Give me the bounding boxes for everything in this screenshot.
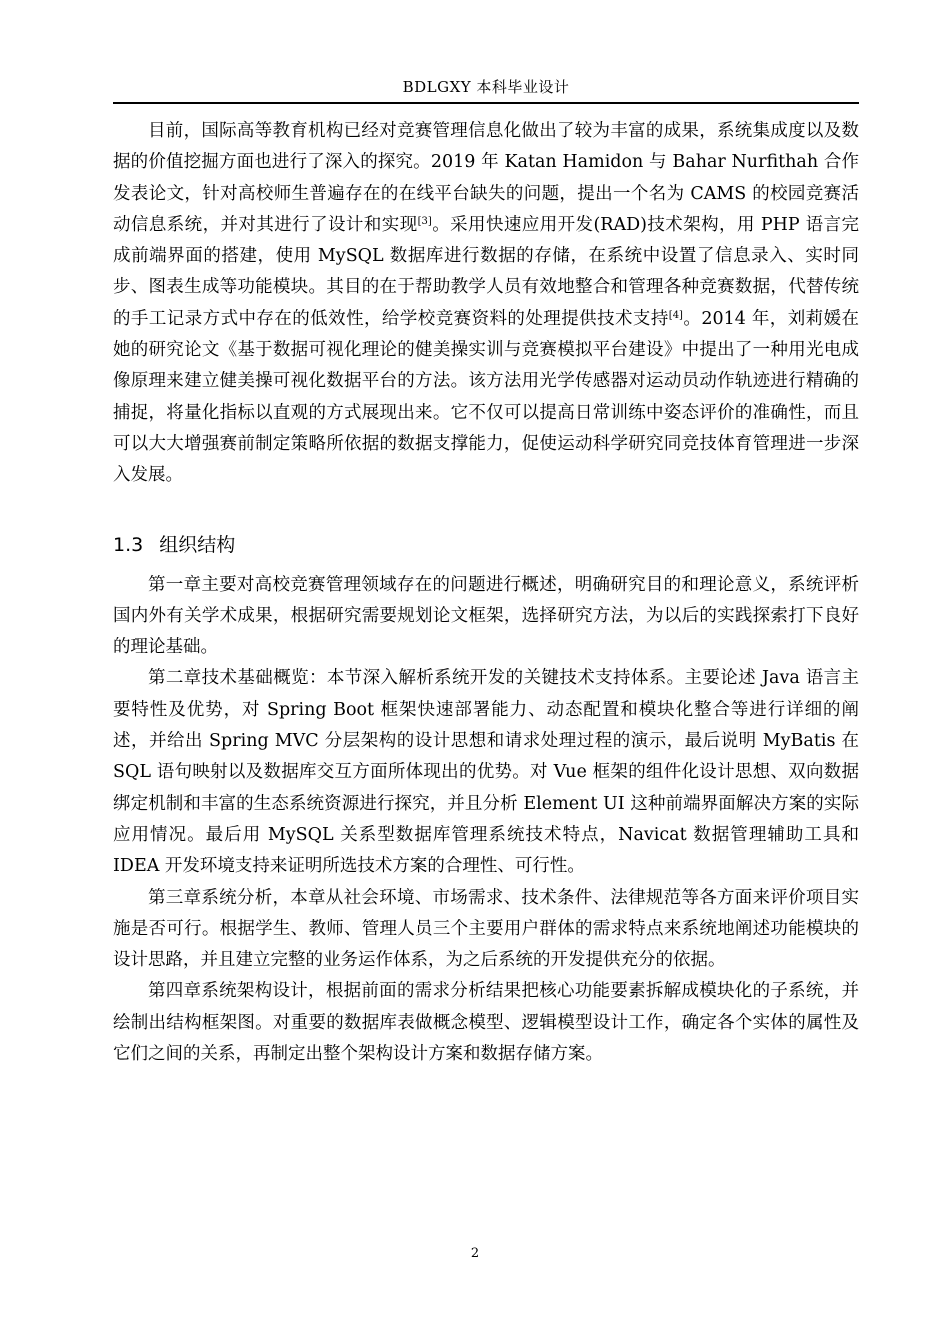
section-heading xyxy=(113,530,859,560)
paragraph-text: 目前，国际高等教育机构已经对竞赛管理信息化做出了较为丰富的成果，系统集成度以及数据的价值挖掘方面也进行了深入的探究。2019 年 Katan Hamidon 与 Bahar Nurfithah 合作发表论文，针对高校师生普遍存在的在线平台缺失的问题，提出一个名为 CAMS 的校园竞赛活动信息系统，并对其进行了设计和实现 xyxy=(113,121,859,235)
page-header xyxy=(113,74,859,104)
section-title: 组织结构 xyxy=(159,533,236,556)
paragraph-chapter-4: 第四章系统架构设计，根据前面的需求分析结果把核心功能要素拆解成模块化的子系统，并绘制出结构框架图。对重要的数据库表做概念模型、逻辑模型设计工作，确定各个实体的属性及它们之间的关系，再制定出整个架构设计方案和数据存储方案。 xyxy=(113,981,859,1065)
paragraph-chapter-1: 第一章主要对高校竞赛管理领域存在的问题进行概述，明确研究目的和理论意义，系统评析国内外有关学术成果，根据研究需要规划论文框架，选择研究方法，为以后的实践探索打下良好的理论基础。 xyxy=(113,574,859,658)
paragraph-text: 。2014 年，刘莉媛在她的研究论文《基于数据可视化理论的健美操实训与竞赛模拟平台建设》中提出了一种用光电成像原理来建立健美操可视化数据平台的方法。该方法用光学传感器对运动员动作轨迹进行精确的捕捉，将量化指标以直观的方式展现出来。它不仅可以提高日常训练中姿态评价的准确性，而且可以大大增强赛前制定策略所依据的数据支撑能力，促使运动科学研究同竞技体育管理进一步深入发展。 xyxy=(113,308,859,486)
paragraph-text: 。采用快速应用开发(RAD)技术架构，用 PHP 语言完成前端界面的搭建，使用 MySQL 数据库进行数据的存储，在系统中设置了信息录入、实时同步、图表生成等功能模块。其目的在于帮助教学人员有效地整合和管理各种竞赛数据，代替传统的手工记录方式中存在的低效性，给学校竞赛资料的处理提供技术支持 xyxy=(113,214,859,329)
paragraph-international-research xyxy=(113,116,859,492)
page-number: 2 xyxy=(470,1246,480,1261)
citation-ref: [4] xyxy=(668,309,683,321)
header-title: BDLGXY 本科毕业设计 xyxy=(402,78,570,96)
section-number: 1.3 xyxy=(113,533,144,556)
paragraph-chapter-3: 第三章系统分析，本章从社会环境、市场需求、技术条件、法律规范等各方面来评价项目实施是否可行。根据学生、教师、管理人员三个主要用户群体的需求特点来系统地阐述功能模块的设计思路，并且建立完整的业务运作体系，为之后系统的开发提供充分的依据。 xyxy=(113,887,859,971)
paragraph-chapter-2: 第二章技术基础概览：本节深入解析系统开发的关键技术支持体系。主要论述 Java 语言主要特性及优势，对 Spring Boot 框架快速部署能力、动态配置和模块化整合等进行详细的阐述，并给出 Spring MVC 分层架构的设计思想和请求处理过程的演示，最后说明 MyBatis 在 SQL 语句映射以及数据库交互方面所体现出的优势。对 Vue 框架的组件化设计思想、双向数据绑定机制和丰富的生态系统资源进行探究，并且分析 Element UI 这种前端界面解决方案的实际应用情况。最后用 MySQL 关系型数据库管理系统技术特点，Navicat 数据管理辅助工具和 IDEA 开发环境支持来证明所选技术方案的合理性、可行性。 xyxy=(113,668,859,877)
document-body xyxy=(113,116,859,1070)
citation-ref: [3] xyxy=(417,215,432,227)
